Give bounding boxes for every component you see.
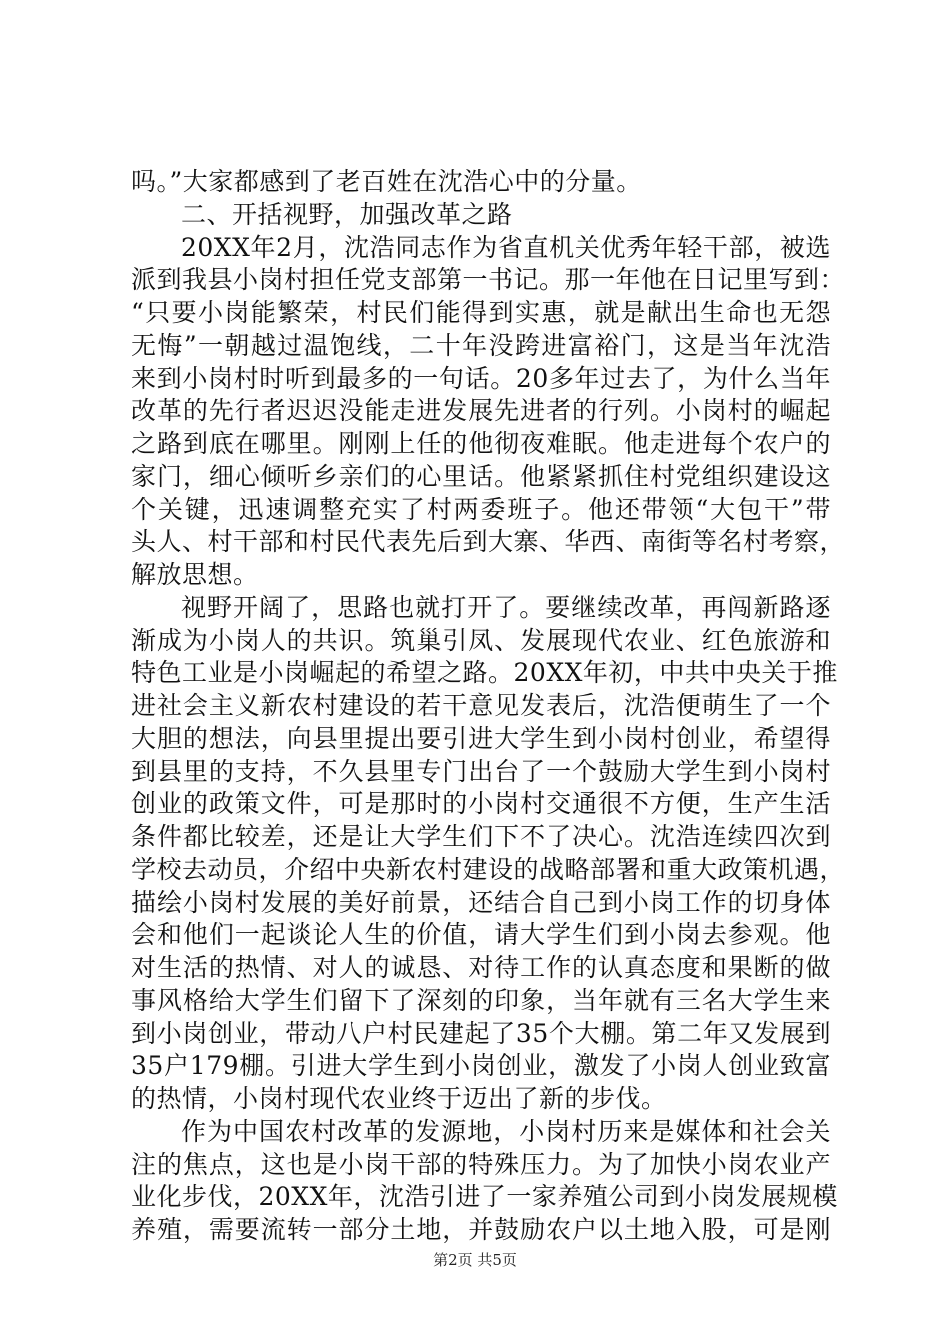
- section-heading: 二、开括视野，加强改革之路: [181, 199, 513, 229]
- text-line: 作为中国农村改革的发源地，小岗村历来是媒体和社会关: [181, 1116, 831, 1146]
- text-line: 条件都比较差，还是让大学生们下不了决心。沈浩连续四次到: [131, 822, 831, 851]
- text-line: 之路到底在哪里。刚刚上任的他彻夜难眠。他走进每个农户的: [131, 429, 831, 458]
- text-line: 描绘小岗村发展的美好前景，还结合自己到小岗工作的切身体: [131, 887, 831, 917]
- text-line: 解放思想。: [131, 560, 259, 589]
- text-line: 进社会主义新农村建设的若干意见发表后，沈浩便萌生了一个: [131, 691, 831, 720]
- text-line: 头人、村干部和村民代表先后到大寨、华西、南街等名村考察，: [131, 527, 846, 557]
- text-line: 派到我县小岗村担任党支部第一书记。那一年他在日记里写到：: [131, 265, 846, 295]
- text-line: 的热情，小岗村现代农业终于迈出了新的步伐。: [131, 1084, 667, 1113]
- text-line: 到小岗创业，带动八户村民建起了35个大棚。第二年又发展到: [131, 1018, 831, 1048]
- text-line: 养殖，需要流转一部分土地，并鼓励农户以土地入股，可是刚: [131, 1215, 831, 1244]
- text-line: 业化步伐，20XX年，沈浩引进了一家养殖公司到小岗发展规模: [131, 1182, 838, 1212]
- text-line: 吗。”大家都感到了老百姓在沈浩心中的分量。: [131, 167, 642, 196]
- text-line: 创业的政策文件，可是那时的小岗村交通很不方便，生产生活: [131, 789, 831, 819]
- text-line: 35户179棚。引进大学生到小岗创业，激发了小岗人创业致富: [131, 1051, 831, 1081]
- text-line: 对生活的热情、对人的诚恳、对待工作的认真态度和果断的做: [131, 953, 831, 982]
- text-line: 大胆的想法，向县里提出要引进大学生到小岗村创业，希望得: [131, 723, 831, 753]
- text-line: 注的焦点，这也是小岗干部的特殊压力。为了加快小岗农业产: [131, 1149, 831, 1179]
- text-line: 会和他们一起谈论人生的价值，请大学生们到小岗去参观。他: [131, 920, 831, 950]
- text-line: 个关键，迅速调整充实了村两委班子。他还带领“大包干”带: [131, 494, 831, 524]
- page-number: 第2页 共5页: [433, 1251, 517, 1269]
- text-line: 渐成为小岗人的共识。筑巢引凤、发展现代农业、红色旅游和: [131, 625, 831, 655]
- paragraph: [131, 1116, 838, 1247]
- text-line: 无悔”一朝越过温饱线，二十年没跨进富裕门，这是当年沈浩: [131, 330, 831, 360]
- text-line: 学校去动员，介绍中央新农村建设的战略部署和重大政策机遇，: [131, 854, 846, 884]
- text-line: 特色工业是小岗崛起的希望之路。20XX年初，中共中央关于推: [131, 658, 838, 688]
- text-line: 来到小岗村时听到最多的一句话。20多年过去了，为什么当年: [131, 363, 831, 393]
- text-line: 到县里的支持，不久县里专门出台了一个鼓励大学生到小岗村: [131, 756, 831, 786]
- text-line: 家门，细心倾听乡亲们的心里话。他紧紧抓住村党组织建设这: [131, 461, 831, 491]
- text-line: 20XX年2月，沈浩同志作为省直机关优秀年轻干部，被选: [181, 232, 831, 262]
- text-line: 事风格给大学生们留下了深刻的印象，当年就有三名大学生来: [131, 985, 831, 1015]
- text-line: “只要小岗能繁荣，村民们能得到实惠，就是献出生命也无怨: [131, 298, 831, 327]
- paragraph: [131, 199, 831, 232]
- text-line: 改革的先行者迟迟没能走进发展先进者的行列。小岗村的崛起: [131, 396, 831, 426]
- paragraph: [131, 592, 846, 1116]
- body-text: [131, 166, 846, 1247]
- paragraph: [131, 166, 831, 199]
- page-footer: [0, 1250, 950, 1270]
- text-line: 视野开阔了，思路也就打开了。要继续改革，再闯新路逐: [181, 592, 831, 622]
- paragraph: [131, 232, 846, 592]
